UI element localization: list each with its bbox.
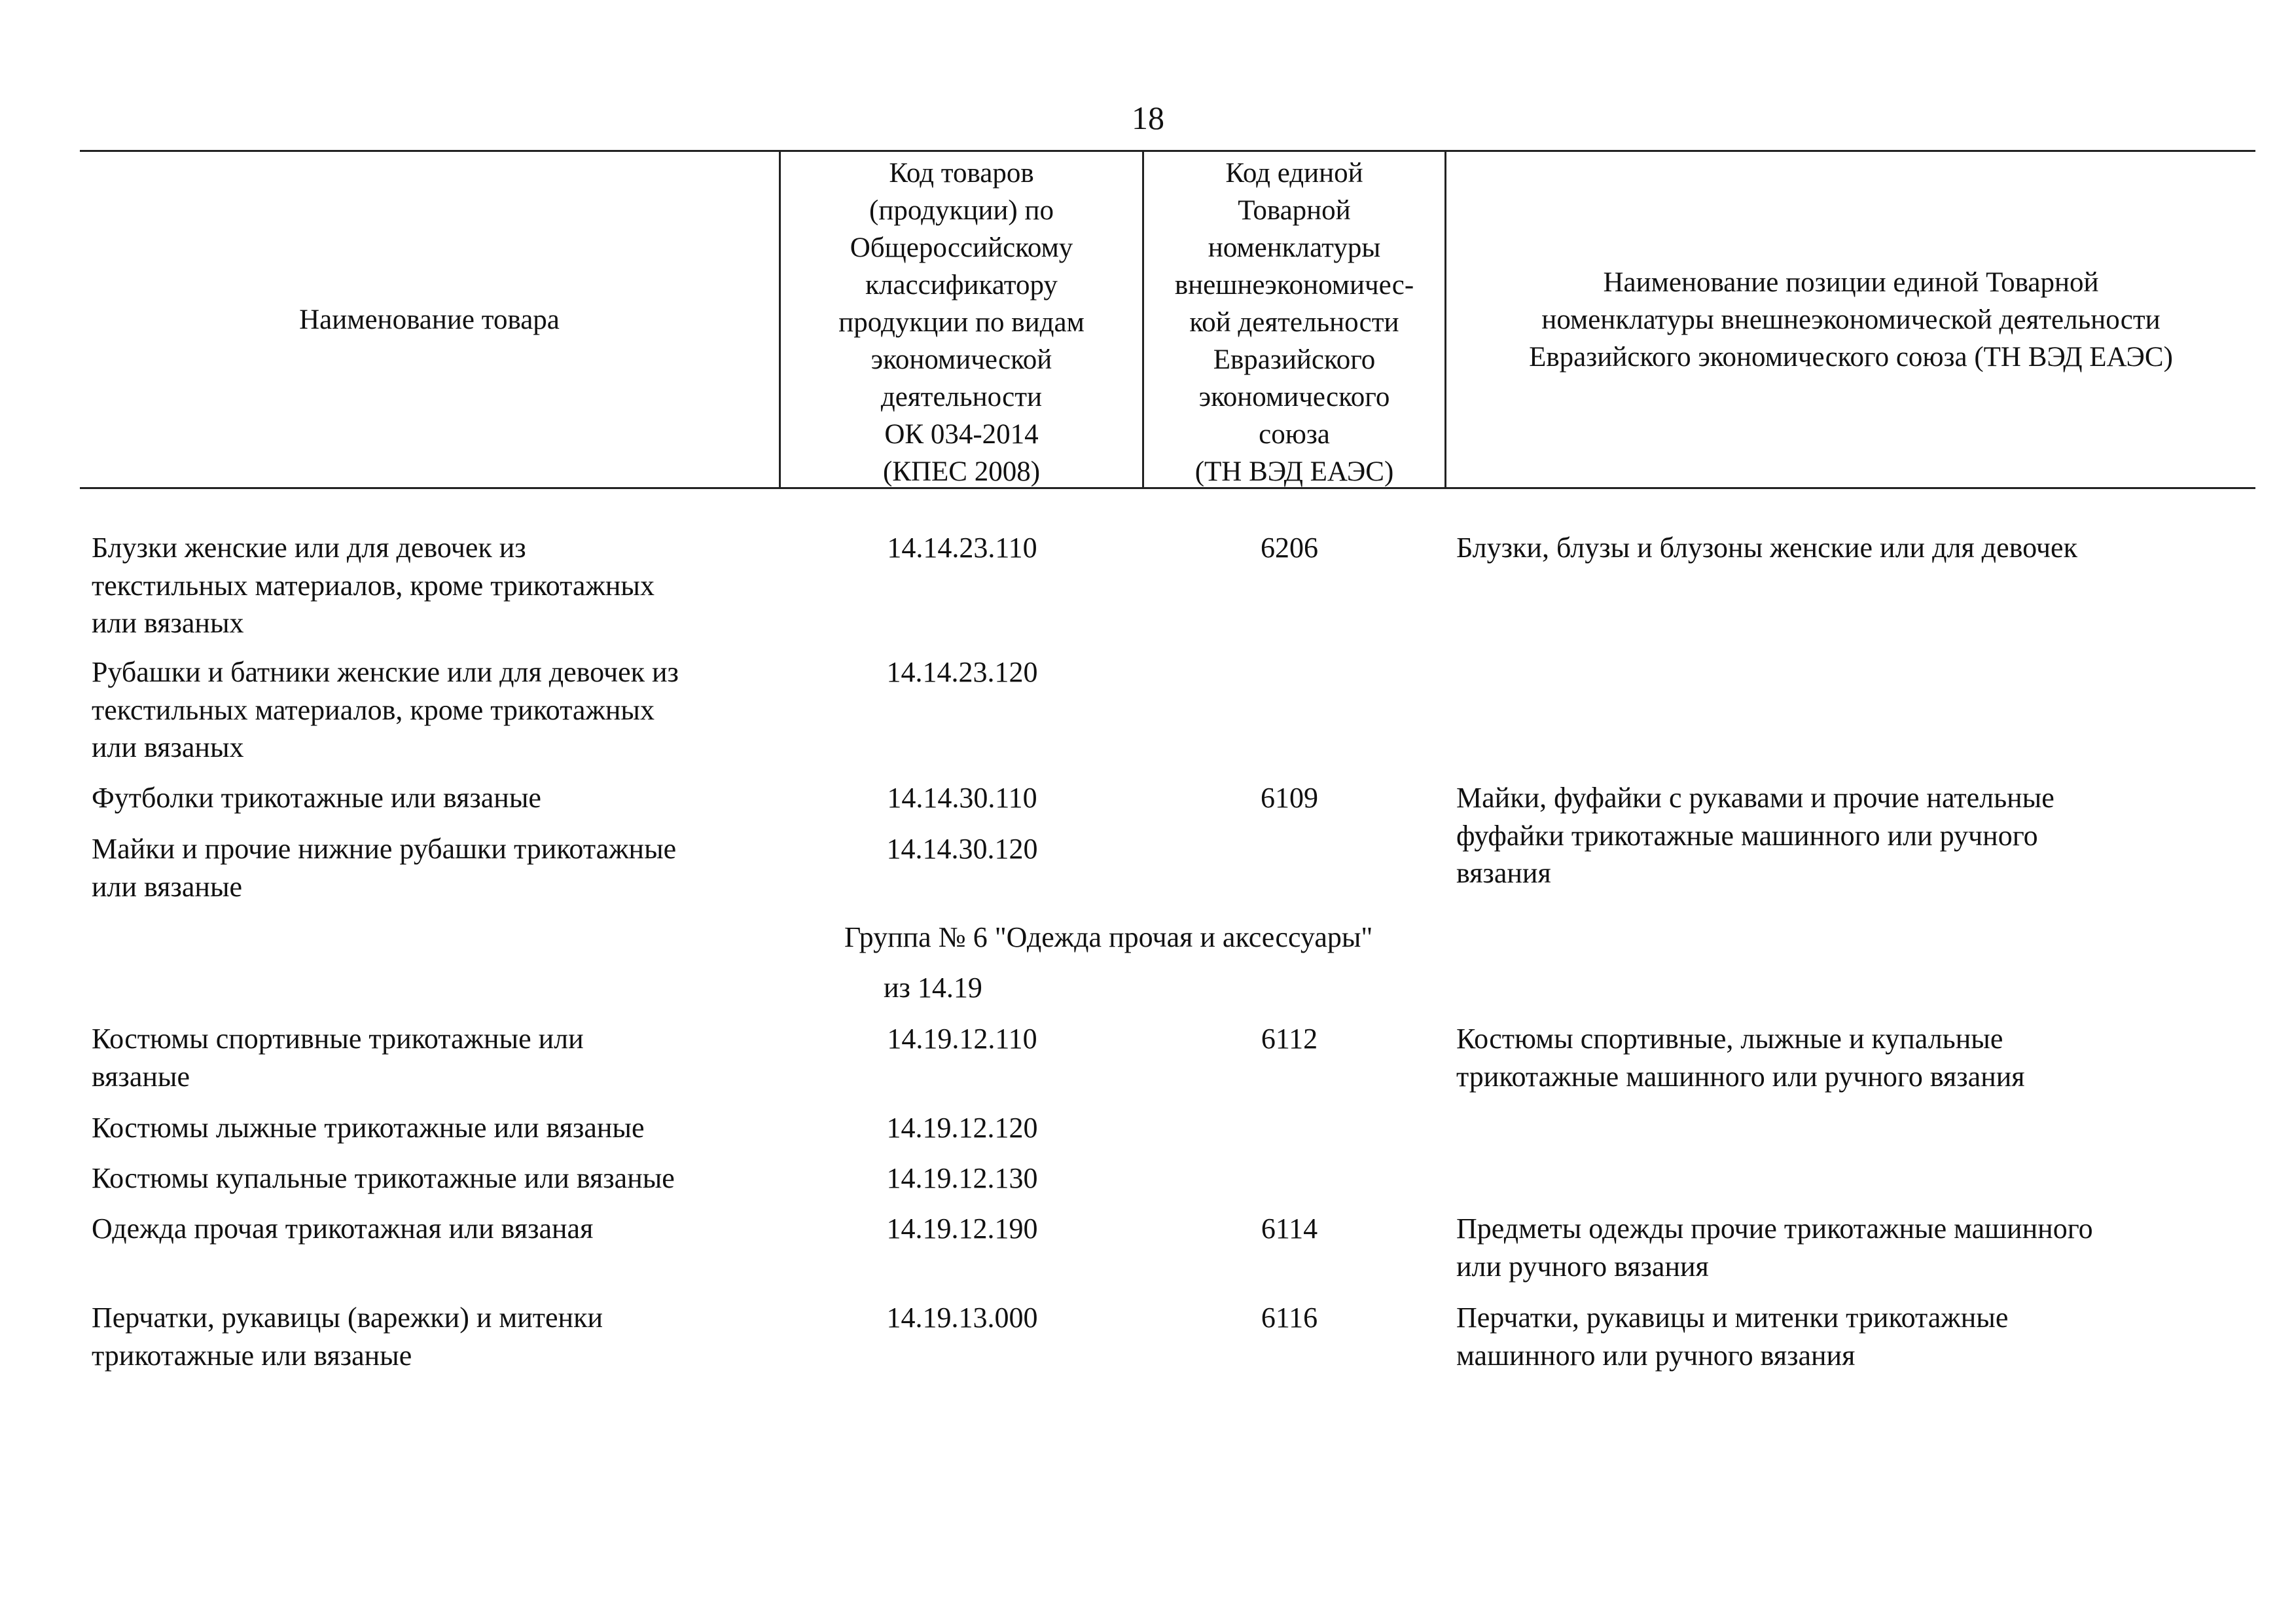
table-row-name: Блузки женские или для девочек из текстильных материалов, кроме трикотажных или вязаных (92, 532, 655, 639)
table-row-okpd: 14.19.12.130 (886, 1162, 1038, 1194)
table-row-name: Перчатки, рукавицы (варежки) и митенки трикотажные или вязаные (92, 1302, 603, 1372)
table-row-okpd: 14.14.30.110 (887, 782, 1037, 814)
table-row-name: Футболки трикотажные или вязаные (92, 782, 541, 814)
table-row-tnved: 6112 (1261, 1023, 1318, 1055)
header-okpd-code: Код товаров (продукции) по Общероссийскому классификатору продукции по видам экономической деятельности ОК 034-2014 (КПЕС 2008) (838, 158, 1085, 487)
table-row-tnved: 6114 (1261, 1213, 1318, 1245)
table-row-okpd: 14.19.12.190 (886, 1213, 1038, 1245)
table-top-rule (80, 150, 2255, 152)
table-row-okpd: 14.19.12.110 (887, 1023, 1037, 1055)
group-title: Группа № 6 "Одежда прочая и аксессуары" (844, 921, 1373, 953)
table-row-tnved: 6116 (1261, 1302, 1318, 1334)
table-row-name: Костюмы спортивные трикотажные или вязаные (92, 1023, 584, 1093)
header-product-name: Наименование товара (299, 304, 560, 335)
table-row-tnved-name: Перчатки, рукавицы и митенки трикотажные машинного или ручного вязания (1456, 1302, 2009, 1372)
table-row-name: Майки и прочие нижние рубашки трикотажные или вязаные (92, 833, 677, 903)
table-row-tnved: 6206 (1261, 532, 1318, 564)
page-number: 18 (1132, 100, 1164, 136)
table-row-okpd: 14.14.30.120 (886, 833, 1038, 865)
group-subtitle: из 14.19 (884, 972, 982, 1004)
table-row-tnved-name: Блузки, блузы и блузоны женские или для девочек (1456, 532, 2077, 564)
table-row-okpd: 14.14.23.120 (886, 656, 1038, 688)
table-row-okpd: 14.19.12.120 (886, 1112, 1038, 1144)
table-row-name: Рубашки и батники женские или для девочек из текстильных материалов, кроме трикотажных или вязаных (92, 656, 679, 763)
header-tnved-code: Код единой Товарной номенклатуры внешнеэкономичес- кой деятельности Евразийского экономического союза (ТН ВЭД ЕАЭС) (1174, 158, 1414, 487)
table-row-name: Костюмы лыжные трикотажные или вязаные (92, 1112, 645, 1144)
table-row-tnved: 6109 (1261, 782, 1318, 814)
table-row-tnved-name: Майки, фуфайки с рукавами и прочие нательные фуфайки трикотажные машинного или ручного вязания (1456, 782, 2054, 889)
table-row-okpd: 14.14.23.110 (887, 532, 1037, 564)
table-row-name: Костюмы купальные трикотажные или вязаные (92, 1162, 675, 1194)
header-tnved-name: Наименование позиции единой Товарной номенклатуры внешнеэкономической деятельности Евразийского экономического союза (ТН ВЭД ЕАЭС) (1529, 267, 2173, 373)
table-row-tnved-name: Костюмы спортивные, лыжные и купальные трикотажные машинного или ручного вязания (1456, 1023, 2025, 1093)
table-row-tnved-name: Предметы одежды прочие трикотажные машинного или ручного вязания (1456, 1213, 2093, 1283)
table-row-okpd: 14.19.13.000 (886, 1302, 1038, 1334)
table-row-name: Одежда прочая трикотажная или вязаная (92, 1213, 594, 1245)
